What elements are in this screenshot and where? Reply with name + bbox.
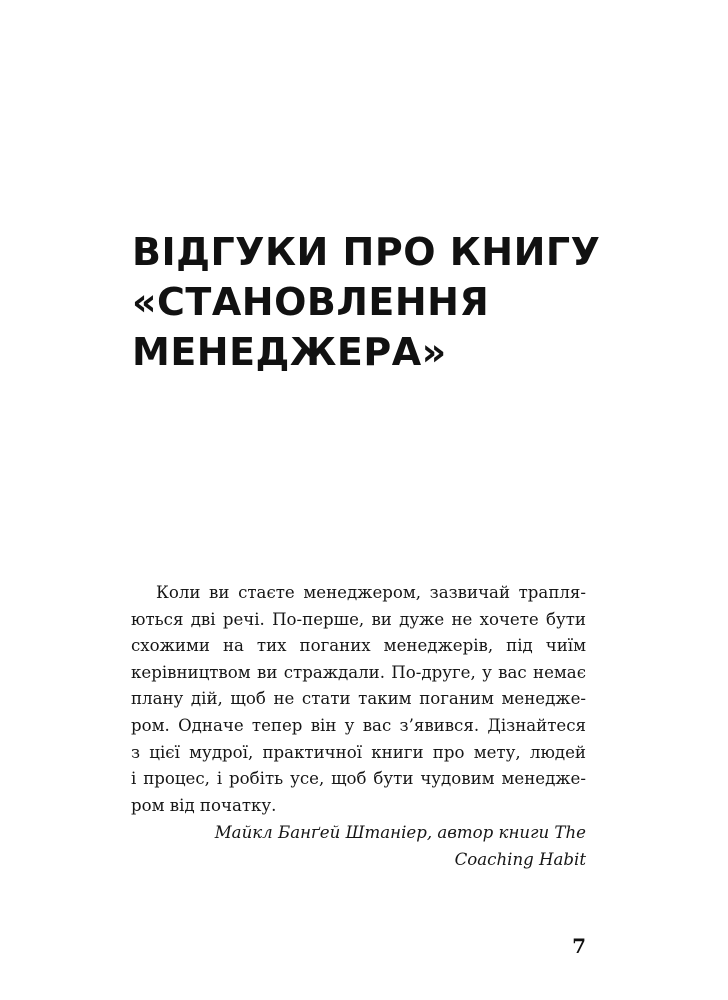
review-line: з цієї мудрої, практичної книги про мету, людей bbox=[131, 742, 586, 762]
attribution-line: Майкл Банґей Штаніер, автор книги The bbox=[214, 823, 586, 842]
review-line: ються дві речі. По-перше, ви дуже не хочете бути bbox=[131, 609, 586, 629]
review-line: плану дій, щоб не стати таким поганим менедже- bbox=[131, 689, 586, 709]
review-line: Коли ви стаєте менеджером, зазвичай трапля- bbox=[156, 583, 586, 602]
review-attribution bbox=[131, 819, 586, 873]
review-line: і процес, і робіть усе, щоб бути чудовим менедже- bbox=[131, 769, 586, 789]
chapter-title-line: ВІДГУКИ ПРО КНИГУ bbox=[132, 230, 601, 274]
page-number: 7 bbox=[572, 934, 586, 958]
chapter-title bbox=[132, 227, 632, 377]
review-quote bbox=[131, 580, 586, 819]
review-line: схожими на тих поганих менеджерів, під чиїм bbox=[131, 636, 586, 656]
chapter-title-line: МЕНЕДЖЕРА» bbox=[132, 330, 447, 374]
review-line: ром від початку. bbox=[131, 795, 277, 815]
attribution-line: Coaching Habit bbox=[454, 850, 586, 869]
review-line: керівництвом ви страждали. По-друге, у вас немає bbox=[131, 662, 586, 682]
review-line: ром. Одначе тепер він у вас з’явився. Дізнайтеся bbox=[131, 715, 586, 735]
chapter-title-line: «СТАНОВЛЕННЯ bbox=[132, 280, 490, 324]
